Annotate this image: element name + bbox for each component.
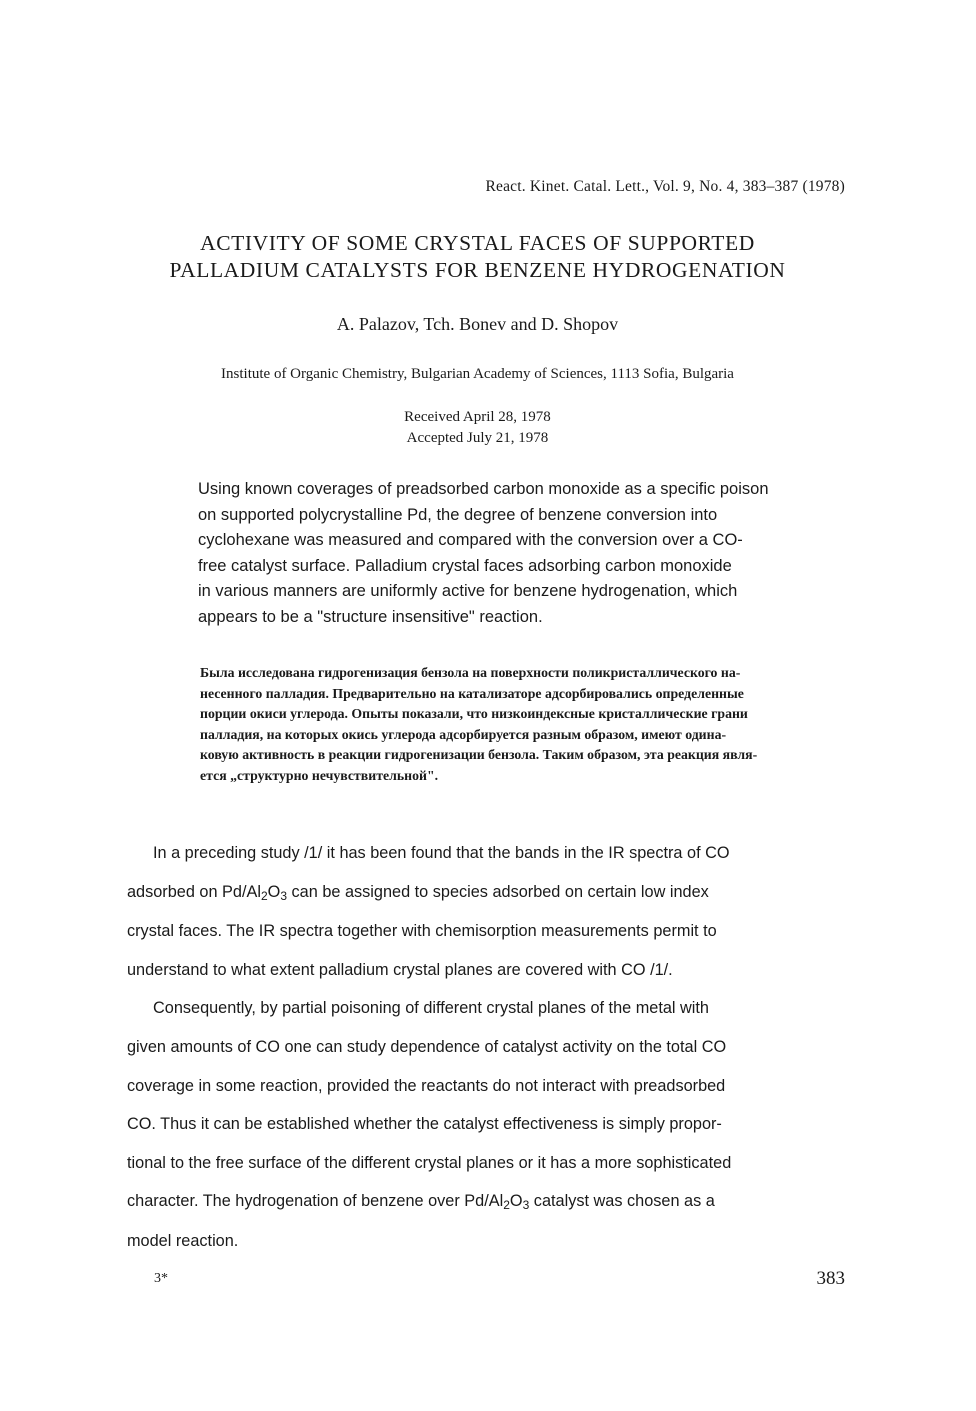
subscript: 2 (503, 1198, 510, 1213)
body-line: given amounts of CO one can study dependence of catalyst activity on the total CO (127, 1037, 727, 1056)
text-run: character. The hydrogenation of benzene over Pd/Al (127, 1192, 504, 1211)
text-run: O (509, 1192, 523, 1211)
accepted-date: Accepted July 21, 1978 (406, 430, 549, 446)
abstract-line: порции окиси углерода. Опыты показали, что низкоиндексные кристаллические грани (200, 706, 748, 721)
signature-mark: 3* (154, 1271, 168, 1286)
abstract-line: on supported polycrystalline Pd, the degree of benzene conversion into (198, 505, 718, 524)
abstract-russian (200, 663, 880, 786)
page-number: 383 (816, 1268, 845, 1289)
abstract-line: несенного палладия. Предварительно на катализаторе адсорбировались определенные (200, 685, 744, 701)
body-line (127, 873, 847, 913)
text-run: can be assigned to species adsorbed on certain low index (287, 882, 709, 901)
abstract-line: Using known coverages of preadsorbed carbon monoxide as a specific poison (198, 480, 769, 498)
abstract-line: free catalyst surface. Palladium crystal faces adsorbing carbon monoxide (198, 556, 732, 575)
abstract-line: палладия, на которых окись углерода адсорбируется разным образом, имеют одина- (200, 726, 727, 742)
subscript: 3 (522, 1198, 530, 1213)
body-line (127, 1182, 847, 1222)
abstract-line: cyclohexane was measured and compared with the conversion over a CO- (198, 531, 743, 549)
title-line: PALLADIUM CATALYSTS FOR BENZENE HYDROGENATION (169, 258, 786, 282)
body-line: tional to the free surface of the different crystal planes or it has a more sophisticated (127, 1153, 732, 1172)
body-line: coverage in some reaction, provided the reactants do not interact with preadsorbed (127, 1076, 726, 1095)
abstract-line: Была исследована гидрогенизация бензола на поверхности поликристаллического на- (200, 665, 741, 680)
abstract-english (198, 477, 858, 630)
received-date: Received April 28, 1978 (404, 409, 551, 425)
text-run: adsorbed on Pd/Al (127, 882, 261, 901)
submission-dates (0, 407, 955, 449)
title-line: ACTIVITY OF SOME CRYSTAL FACES OF SUPPORTED (200, 231, 755, 255)
paper-title (0, 230, 955, 284)
abstract-line: appears to be a "structure insensitive" reaction. (198, 607, 543, 626)
affiliation: Institute of Organic Chemistry, Bulgarian Academy of Sciences, 1113 Sofia, Bulgaria (221, 366, 734, 382)
text-run: catalyst was chosen as a (529, 1192, 715, 1211)
body-line: In a preceding study /1/ it has been found that the bands in the IR spectra of CO (153, 844, 730, 862)
authors: A. Palazov, Tch. Bonev and D. Shopov (336, 314, 619, 334)
subscript: 2 (260, 888, 268, 903)
body-text (127, 834, 847, 1261)
body-line: CO. Thus it can be established whether the catalyst effectiveness is simply propor- (127, 1115, 722, 1134)
body-line: crystal faces. The IR spectra together with chemisorption measurements permit to (127, 922, 717, 941)
body-line: model reaction. (127, 1231, 239, 1250)
body-line: understand to what extent palladium crystal planes are covered with CO /1/. (127, 960, 673, 979)
abstract-line: ется „структурно нечувствительной". (200, 767, 439, 783)
subscript: 3 (280, 888, 288, 903)
abstract-line: in various manners are uniformly active for benzene hydrogenation, which (198, 582, 738, 600)
text-run: O (267, 882, 281, 901)
abstract-line: ковую активность в реакции гидрогенизации бензола. Таким образом, эта реакция явля- (200, 747, 758, 762)
body-line: Consequently, by partial poisoning of different crystal planes of the metal with (153, 999, 709, 1018)
journal-citation: React. Kinet. Catal. Lett., Vol. 9, No. 4, 383–387 (1978) (485, 178, 845, 195)
